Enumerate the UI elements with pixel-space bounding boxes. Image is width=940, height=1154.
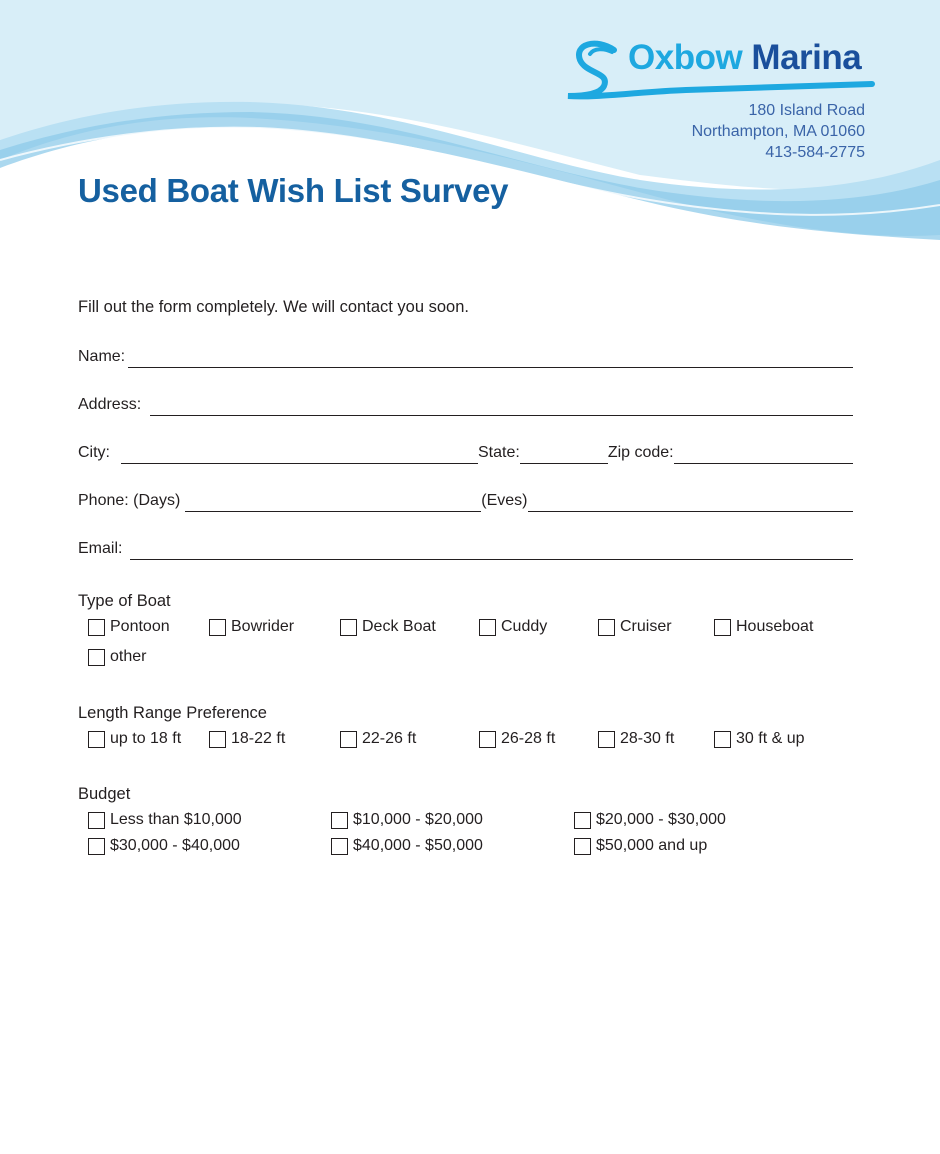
option-label: 18-22 ft (231, 730, 286, 747)
boat-type-option[interactable] (479, 618, 547, 636)
checkbox[interactable] (574, 838, 591, 855)
budget-option[interactable] (331, 811, 483, 829)
state-label: State: (478, 444, 520, 461)
address-city: Northampton, MA 01060 (691, 123, 865, 140)
state-field[interactable] (520, 443, 608, 464)
option-label: Houseboat (736, 618, 814, 635)
brand-logo-text (628, 38, 861, 78)
checkbox[interactable] (598, 619, 615, 636)
address-field[interactable] (150, 395, 853, 416)
budget-option[interactable] (331, 837, 483, 855)
address-phone: 413-584-2775 (765, 144, 865, 161)
length-option[interactable] (714, 730, 805, 748)
email-row (78, 538, 853, 560)
option-label: $30,000 - $40,000 (110, 837, 240, 854)
name-row (78, 346, 853, 368)
zip-field[interactable] (674, 443, 853, 464)
option-label: $50,000 and up (596, 837, 708, 854)
intro-text: Fill out the form completely. We will contact you soon. (78, 298, 469, 316)
length-option[interactable] (88, 730, 181, 748)
checkbox[interactable] (209, 619, 226, 636)
checkbox[interactable] (88, 619, 105, 636)
brand-name-oxbow: Oxbow (628, 38, 743, 77)
boat-type-option[interactable] (88, 618, 170, 636)
option-label: Deck Boat (362, 618, 436, 635)
name-field[interactable] (128, 347, 853, 368)
name-label: Name: (78, 348, 126, 365)
length-option[interactable] (479, 730, 555, 748)
option-label: Cruiser (620, 618, 672, 635)
checkbox[interactable] (88, 649, 105, 666)
length-option[interactable] (340, 730, 416, 748)
option-label: Bowrider (231, 618, 295, 635)
length-option[interactable] (209, 730, 285, 748)
boat-type-option[interactable] (714, 618, 813, 636)
checkbox[interactable] (598, 731, 615, 748)
budget-option[interactable] (574, 837, 707, 855)
checkbox[interactable] (574, 812, 591, 829)
length-option[interactable] (598, 730, 674, 748)
checkbox[interactable] (88, 812, 105, 829)
checkbox[interactable] (479, 619, 496, 636)
checkbox[interactable] (714, 731, 731, 748)
checkbox[interactable] (714, 619, 731, 636)
boat-type-option[interactable] (88, 648, 146, 666)
option-label: $20,000 - $30,000 (596, 811, 726, 828)
option-label: Less than $10,000 (110, 811, 242, 828)
option-label: Pontoon (110, 618, 170, 635)
page-title: Used Boat Wish List Survey (78, 172, 509, 209)
budget-option[interactable] (88, 837, 240, 855)
address-street: 180 Island Road (748, 102, 865, 119)
city-state-zip-row (78, 442, 853, 464)
option-label: 26-28 ft (501, 730, 556, 747)
budget-option[interactable] (574, 811, 726, 829)
checkbox[interactable] (331, 812, 348, 829)
option-label: $10,000 - $20,000 (353, 811, 483, 828)
budget-title: Budget (78, 785, 131, 803)
email-field[interactable] (130, 539, 853, 560)
brand-name-marina: Marina (751, 38, 862, 77)
length-title: Length Range Preference (78, 704, 267, 722)
checkbox[interactable] (88, 731, 105, 748)
city-field[interactable] (121, 443, 478, 464)
company-address (692, 100, 865, 163)
checkbox[interactable] (340, 731, 357, 748)
phone-days-field[interactable] (185, 491, 481, 512)
option-label: other (110, 648, 147, 665)
city-label: City: (78, 444, 110, 461)
address-label: Address: (78, 396, 142, 413)
email-label: Email: (78, 540, 123, 557)
boat-type-title: Type of Boat (78, 592, 171, 610)
checkbox[interactable] (479, 731, 496, 748)
boat-type-option[interactable] (209, 618, 294, 636)
phone-row (78, 490, 853, 512)
address-row (78, 394, 853, 416)
checkbox[interactable] (88, 838, 105, 855)
option-label: $40,000 - $50,000 (353, 837, 483, 854)
budget-option[interactable] (88, 811, 242, 829)
checkbox[interactable] (209, 731, 226, 748)
phone-eves-field[interactable] (528, 491, 854, 512)
boat-type-option[interactable] (340, 618, 436, 636)
option-label: Cuddy (501, 618, 548, 635)
option-label: 22-26 ft (362, 730, 417, 747)
checkbox[interactable] (331, 838, 348, 855)
option-label: up to 18 ft (110, 730, 182, 747)
option-label: 30 ft & up (736, 730, 805, 747)
boat-type-option[interactable] (598, 618, 672, 636)
phone-days-label: Phone: (Days) (78, 492, 181, 509)
zip-label: Zip code: (607, 444, 674, 461)
option-label: 28-30 ft (620, 730, 675, 747)
phone-eves-label: (Eves) (481, 492, 528, 509)
checkbox[interactable] (340, 619, 357, 636)
